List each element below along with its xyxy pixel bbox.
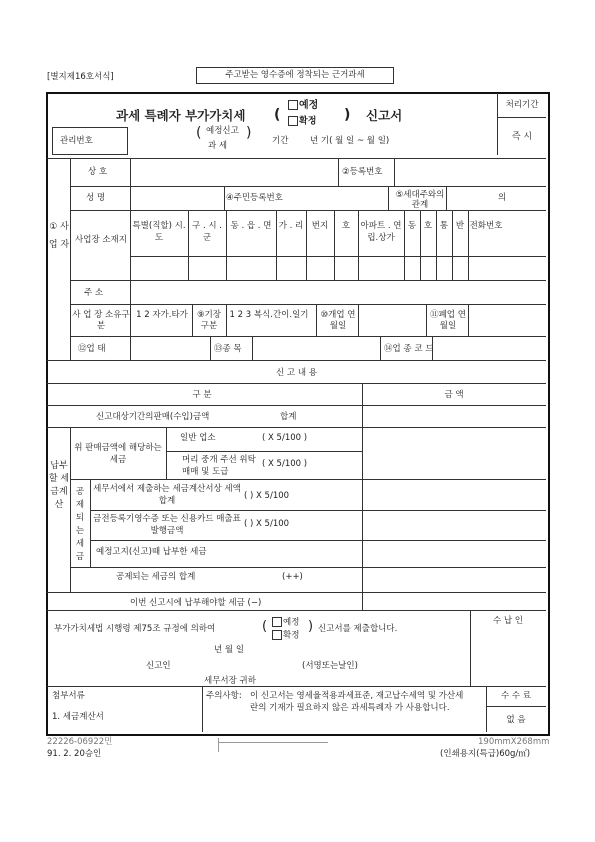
- location-col-0: 특별(직할) 시.도: [132, 221, 186, 243]
- form-title-suffix: 신고서: [366, 108, 403, 123]
- fee-label: 수 수 료: [500, 691, 532, 701]
- period-label: 기간: [272, 136, 289, 146]
- period-type-top: 예정신고: [206, 126, 239, 136]
- notice-label: 주의사항:: [206, 691, 242, 701]
- deduct-vertical-label: 공제되는 세금: [75, 487, 85, 562]
- card-label: 금전등록기영수증 또는 신용카드 매출표 발행금액: [93, 514, 241, 536]
- col-amount-header: 금 액: [444, 390, 464, 400]
- footer-size: 190mmX268mm: [478, 737, 550, 747]
- sales-label: 신고대상기간의판매(수입)금액: [96, 412, 210, 422]
- checkbox-icon: [288, 100, 298, 110]
- title-opt-estimate: 예정: [288, 100, 318, 111]
- sign-label: (서명또는날인): [302, 661, 358, 671]
- mgmt-label: 관리번호: [60, 136, 93, 146]
- location-label: 사업장 소재지: [75, 235, 127, 245]
- id-no-label: ④주민등록번호: [226, 193, 283, 203]
- own-type-label: 사 업 장 소유구분: [72, 310, 130, 331]
- tax-vertical-label: 납부할 세금계산: [48, 461, 70, 510]
- checkbox-icon: [288, 116, 298, 126]
- period-paren: (: [196, 125, 202, 141]
- processing-value: 즉 시: [511, 132, 533, 142]
- household-label: ⑤세대주와의 관계: [395, 190, 445, 210]
- rep-label: 성 명: [86, 193, 106, 203]
- footer-code: 22226-06922민: [47, 737, 113, 747]
- report-section-title: 신 고 내 용: [276, 368, 317, 378]
- sales-sum-label: 합계: [280, 412, 297, 422]
- processing-label: 처리기간: [505, 100, 539, 110]
- invoice-label: 세무서에서 제출하는 세금계산서상 세액합계: [93, 484, 241, 506]
- location-col-2: 동 . 읍 . 면: [230, 221, 272, 231]
- open-date-label: ⑩개업 연월일: [320, 310, 356, 331]
- general-label: 일반 업소: [180, 433, 216, 443]
- declaration-text: 부가가치세법 시행령 제75조 규정에 의하여: [54, 624, 216, 634]
- form-number: [별지제16호서식]: [47, 72, 114, 82]
- code-label: ⑭업 종 코 드: [384, 344, 434, 354]
- receipt-label: 수 납 인: [492, 616, 524, 626]
- declaration-opt-final: 확정: [272, 630, 299, 640]
- broker-rate: ( X 5/100 ): [262, 459, 308, 469]
- period-text: 년 기( 월 일 ~ 월 일): [310, 136, 390, 146]
- close-date-label: ⑪폐업 연월일: [430, 310, 466, 331]
- declaration-opt-estimate: 예정: [272, 617, 299, 627]
- declaration-text-right: 신고서를 제출합니다.: [318, 624, 398, 634]
- biz-type-label: ⑫업 태: [78, 344, 106, 354]
- period-type-bottom: 과 세: [208, 141, 228, 151]
- declaration-date: 년 월 일: [214, 645, 245, 655]
- deduct-sum-op: (++): [282, 572, 303, 582]
- card-rate: ( ) X 5/100: [244, 519, 290, 529]
- payable-label: 이번 신고시에 납부해야할 세금 (−): [130, 598, 262, 608]
- attach-label: 첨부서류: [52, 691, 85, 701]
- tax-group-label: 위 판매금액에 해당하는 세금: [74, 443, 162, 465]
- reporter-label: 신고인: [146, 661, 171, 671]
- household-value: 의: [498, 193, 507, 203]
- record-options: 1 2 3 복식.간이.일기: [229, 310, 309, 320]
- checkbox-icon: [272, 630, 282, 640]
- biz-name-label: 상 호: [88, 167, 108, 177]
- record-label: ⑨기장 구분: [196, 310, 222, 331]
- period-paren-close: ): [246, 125, 252, 141]
- declaration-paren: (: [262, 619, 268, 634]
- col-item-header: 구 분: [192, 390, 212, 400]
- note-box-text: 주고받는 영수증에 정착되는 근거과세: [225, 70, 365, 80]
- location-col-9: 통: [439, 221, 449, 231]
- address-label: 주 소: [84, 288, 104, 298]
- form-title: 과세 특례자 부가가치세: [116, 108, 246, 123]
- location-col-11: 전화번호: [469, 221, 503, 231]
- business-vertical-label: ① 사 업 자: [48, 222, 70, 250]
- location-col-7: 동: [407, 221, 417, 231]
- deduct-sum-label: 공제되는 세금의 합계: [116, 572, 196, 582]
- checkbox-icon: [272, 617, 282, 627]
- reg-no-label: ②등록번호: [342, 167, 383, 177]
- location-col-6: 아파트 . 연립.상가: [360, 221, 402, 243]
- fee-value: 없 음: [506, 715, 526, 725]
- footer-approval: 91. 2. 20승인: [47, 749, 102, 759]
- prepaid-label: 예정고지(신고)때 납부한 세금: [96, 547, 207, 557]
- location-col-5: 호: [341, 221, 351, 231]
- broker-label: 머리 중개 주선 위탁매매 및 도급: [182, 455, 256, 477]
- notice-text: 이 신고서는 영세율적용과세표준, 재고납수세역 및 가산세란의 기재가 필요하지 않은 과세특례자 가 사용합니다.: [250, 691, 464, 713]
- addressee: 세무서장 귀하: [204, 676, 256, 686]
- attach-item: 1. 세금계산서: [52, 712, 104, 722]
- general-rate: ( X 5/100 ): [262, 433, 308, 443]
- location-col-8: 호: [423, 221, 433, 231]
- footer-paper: (인쇄용지(특급)60g/㎡): [440, 749, 531, 759]
- invoice-rate: ( ) X 5/100: [244, 491, 290, 501]
- title-paren-close: ): [344, 107, 351, 123]
- location-col-4: 번지: [311, 221, 329, 231]
- own-type-options: 1 2 자가.타가: [136, 310, 188, 320]
- declaration-paren-close: ): [308, 619, 314, 634]
- location-col-1: 구 . 시 . 군: [192, 221, 222, 243]
- location-col-3: 가 . 리: [278, 221, 304, 231]
- item-label: ⑬종 목: [214, 344, 242, 354]
- title-opt-final: 확정: [288, 116, 316, 127]
- title-paren-open: (: [274, 107, 281, 123]
- location-col-10: 반: [455, 221, 465, 231]
